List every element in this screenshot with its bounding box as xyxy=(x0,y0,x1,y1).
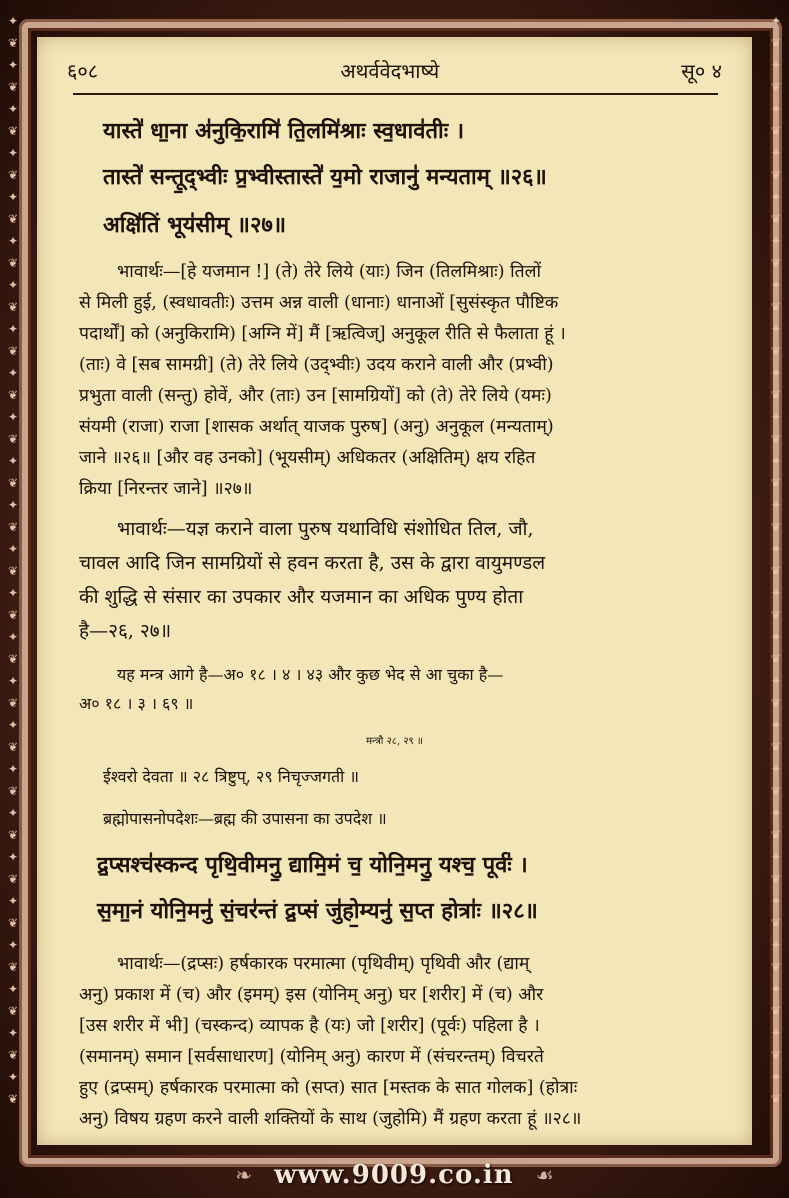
book-title: अथर्ववेदभाष्ये xyxy=(340,58,440,83)
padartha-line: पदार्थों] को (अनुकिरामि) [अग्नि में] मैं [ऋत्विज्] अनुकूल रीति से फैलाता हूं । xyxy=(79,324,566,344)
page-header xyxy=(67,55,722,85)
section-heading: मन्त्रौ २८, २९ ॥ xyxy=(366,736,423,747)
padartha-line: हुए (द्रप्सम्) हर्षकारक परमात्मा को (सप्त) सात [मस्तक के सात गोलक] (होत्राः xyxy=(79,1078,578,1098)
mantra-line: यास्ते॑ धा॒ना अ॑नुकि॒रामि॑ ति॒लमि॑श्राः स्व॒धाव॑तीः । xyxy=(103,118,465,144)
reference-note-line: अ० १८ । ३ । ६९ ॥ xyxy=(79,694,194,713)
mantra-line: तास्ते॑ सन्तू॒द्भ्वीः प्र॒भ्वीस्तास्ते॑ य॒मो राजानु॑ मन्यताम् ॥२६॥ xyxy=(103,164,547,190)
padartha-line: से मिली हुई, (स्वधावतीः) उत्तम अन्न वाली (धानाः) धानाओं [सुसंस्कृत पौष्टिक xyxy=(79,293,559,313)
bhavartha-line: है—२६, २७॥ xyxy=(79,620,172,642)
swirl-ornament-icon: ❧ xyxy=(235,1163,253,1187)
sukta-number: सू० ४ xyxy=(681,58,722,83)
padartha-line: अनु) प्रकाश में (च) और (इमम्) इस (योनिम् अनु) घर [शरीर] में (च) और xyxy=(79,985,544,1005)
padartha-line: संयमी (राजा) राजा [शासक अर्थात् याजक पुरुष] (अनु) अनुकूल (मन्यताम्) xyxy=(79,417,554,437)
padartha-line: अनु) विषय ग्रहण करने वाली शक्तियों के साथ (जुहोमि) मैं ग्रहण करता हूं ॥२८॥ xyxy=(79,1109,582,1129)
bhavartha-line: की शुद्धि से संसार का उपकार और यजमान का अधिक पुण्य होता xyxy=(79,586,524,608)
mantra-line: स॒मा॒नं योनि॒मनु॑ सं॒चर॑न्तं द्र॒प्सं जु॑हो॒म्यनु॑ स॒प्त होत्राः॑ ॥२८॥ xyxy=(97,898,538,924)
scanned-page xyxy=(37,37,752,1145)
padartha-line: भावार्थः—[हे यजमान !] (ते) तेरे लिये (याः) जिन (तिलमिश्राः) तिलों xyxy=(117,262,542,282)
reference-note-line: यह मन्त्र आगे है—अ० १८ । ४ । ४३ और कुछ भेद से आ चुका है— xyxy=(117,665,504,684)
page-number: ६०८ xyxy=(67,58,99,83)
header-rule xyxy=(73,93,718,95)
right-ornament: ✦ ❦ ✦ ❦ ✦ ❦ ✦ ❦ ✦ ❦ ✦ ❦ ✦ ❦ ✦ ❦ ✦ ❦ ✦ ❦ ✦ ❦ ✦ ❦ ✦ ❦ ✦ ❦ ✦ ❦ ✦ ❦ ✦ ❦ ✦ ❦ ✦ ❦ ✦ ❦ ✦ ❦ ✦ ❦ ✦ ❦ ✦ ❦ ✦ ❦ xyxy=(770,14,782,1106)
watermark-band xyxy=(0,1152,789,1198)
padartha-line: [उस शरीर में भी] (चस्कन्द) व्यापक है (यः) जो [शरीर] (पूर्वः) पहिला है । xyxy=(79,1016,540,1036)
bhavartha-line: चावल आदि जिन सामग्रियों से हवन करता है, उस के द्वारा वायुमण्डल xyxy=(79,552,546,574)
mantra-line: अक्षि॑तिं भूय॑सीम् ॥२७॥ xyxy=(103,212,287,238)
mantra-line: द्र॒प्सश्च॑स्कन्द पृथि॒वीमनु॒ द्यामि॒मं च॒ योनि॒मनु॒ यश्च॒ पूर्वः॑ । xyxy=(97,852,528,878)
padartha-line: क्रिया [निरन्तर जाने] ॥२७॥ xyxy=(79,479,253,499)
devata-line: ईश्वरो देवता ॥ २८ त्रिष्टुप्, २९ निचृज्जगती ॥ xyxy=(103,767,359,786)
bhavartha-line: भावार्थः—यज्ञ कराने वाला पुरुष यथाविधि संशोधित तिल, जौ, xyxy=(117,518,534,540)
padartha-line: (ताः) वे [सब सामग्री] (ते) तेरे लिये (उद्भ्वीः) उदय कराने वाली और (प्रभ्वी) xyxy=(79,355,554,375)
padartha-line: भावार्थः—(द्रप्सः) हर्षकारक परमात्मा (पृथिवीम्) पृथिवी और (द्याम् xyxy=(117,954,530,974)
swirl-ornament-icon: ☙ xyxy=(535,1163,554,1187)
padartha-line: जाने ॥२६॥ [और वह उनको] (भूयसीम्) अधिकतर (अक्षितिम्) क्षय रहित xyxy=(79,448,536,468)
site-watermark: www.9009.co.in xyxy=(274,1160,514,1190)
padartha-line: प्रभुता वाली (सन्तु) होवें, और (ताः) उन [सामग्रियों] को (ते) तेरे लिये (यमः) xyxy=(79,386,552,406)
left-ornament: ✦ ❦ ✦ ❦ ✦ ❦ ✦ ❦ ✦ ❦ ✦ ❦ ✦ ❦ ✦ ❦ ✦ ❦ ✦ ❦ ✦ ❦ ✦ ❦ ✦ ❦ ✦ ❦ ✦ ❦ ✦ ❦ ✦ ❦ ✦ ❦ ✦ ❦ ✦ ❦ ✦ ❦ ✦ ❦ ✦ ❦ ✦ ❦ ✦ ❦ xyxy=(7,14,19,1106)
upadesha-line: ब्रह्मोपासनोपदेशः—ब्रह्म की उपासना का उपदेश ॥ xyxy=(103,809,387,828)
padartha-line: (समानम्) समान [सर्वसाधारण] (योनिम् अनु) कारण में (संचरन्तम्) विचरते xyxy=(79,1047,544,1067)
